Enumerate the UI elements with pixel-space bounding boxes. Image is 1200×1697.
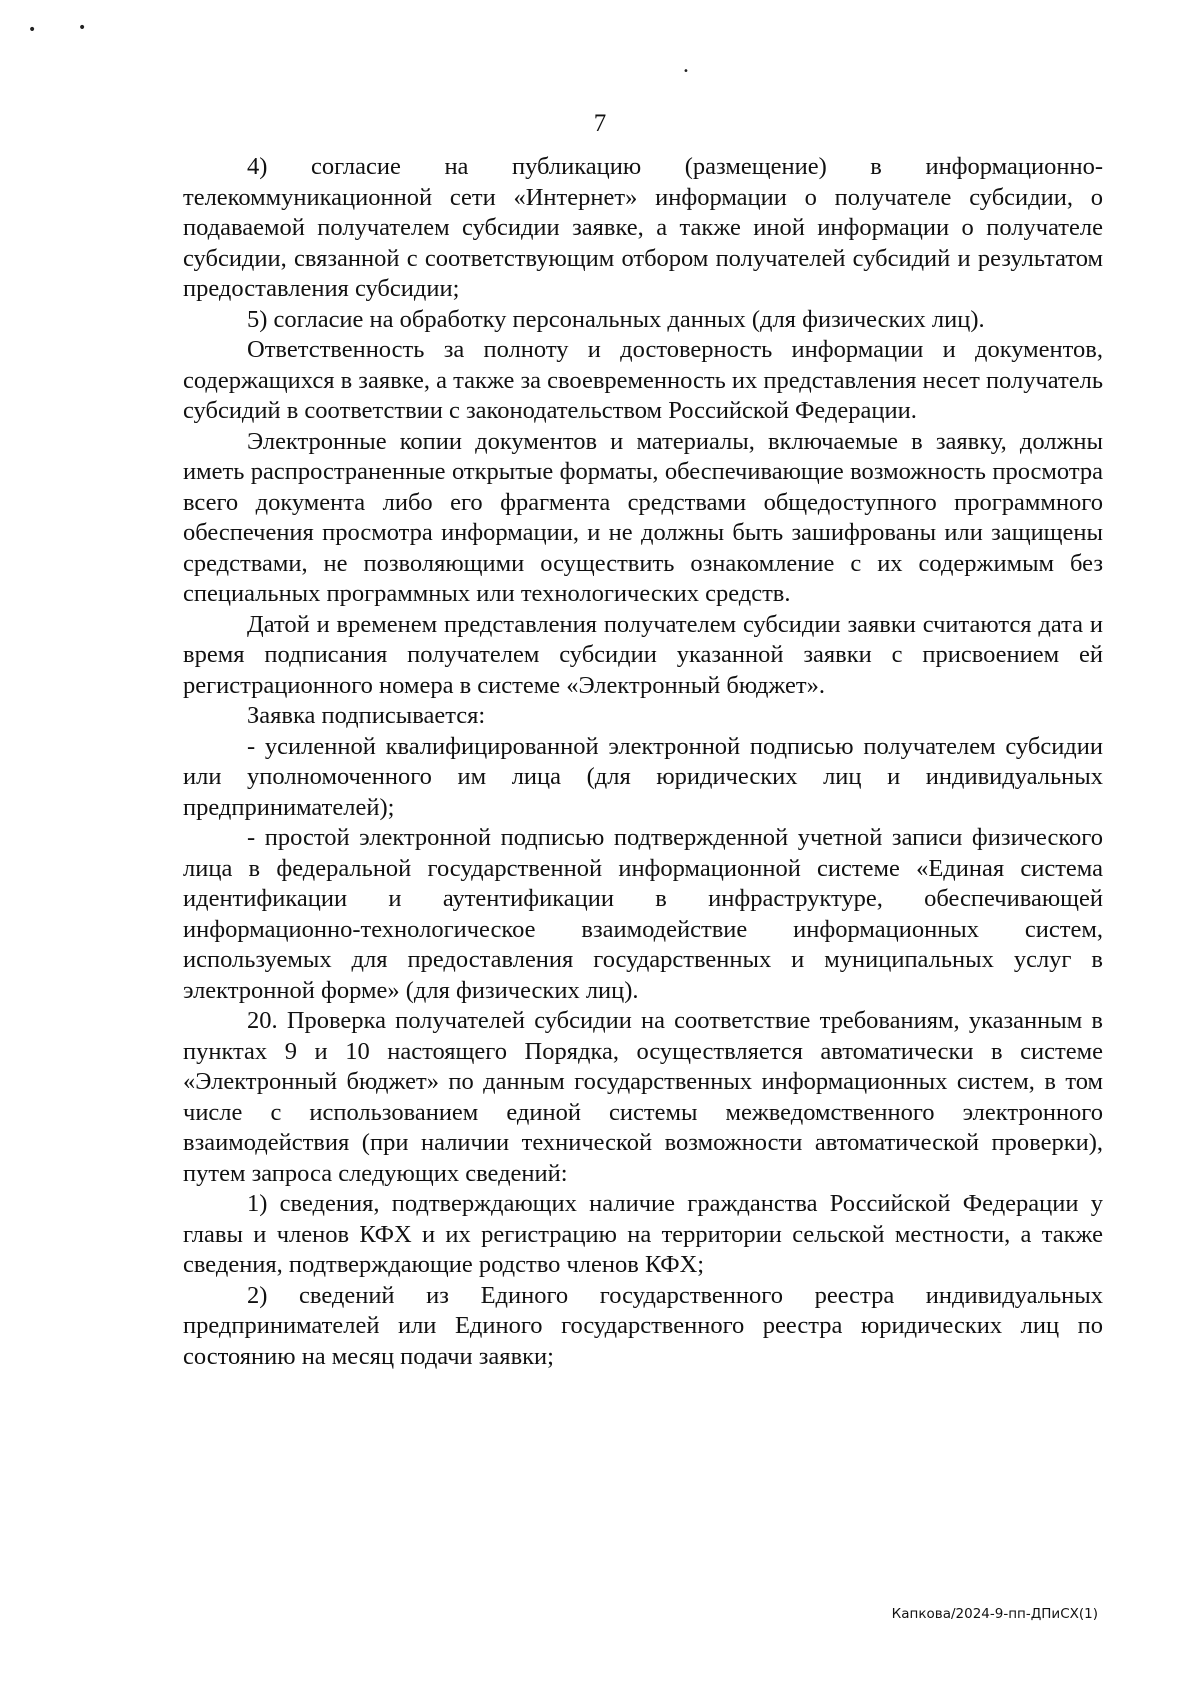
document-code-footer: Капкова/2024-9-пп-ДПиСХ(1) — [891, 1606, 1098, 1622]
paragraph-signed: Заявка подписывается: — [247, 702, 486, 729]
paragraph-simple-signature: - простой электронной подписью подтвержденной учетной записи физического лица в федеральной государственной информационной системе «Единая система идентификации и аутентификации в инфраструктуре, обеспечивающей информационно-технологическое взаимодействие информационных систем, используемых для предоставления государственных и муниципальных услуг в электронной форме» (для физических лиц). — [183, 824, 1103, 1004]
document-body — [183, 152, 1103, 1372]
paragraph-date-time: Датой и временем представления получателем субсидии заявки считаются дата и время подписания получателем субсидии указанной заявки с присвоением ей регистрационного номера в системе «Электронный бюджет». — [183, 610, 1103, 699]
scan-speck: • — [78, 20, 87, 36]
page-number: 7 — [593, 110, 607, 137]
paragraph-section-20: 20. Проверка получателей субсидии на соответствие требованиям, указанным в пунктах 9 и 10 настоящего Порядка, осуществляется автоматически в системе «Электронный бюджет» по данным государственных информационных систем, в том числе с использованием единой системы межведомственного электронного взаимодействия (при наличии технической возможности автоматической проверки), путем запроса следующих сведений: — [183, 1007, 1103, 1187]
paragraph-qualified-signature: - усиленной квалифицированной электронной подписью получателем субсидии или уполномоченного им лица (для юридических лиц и индивидуальных предпринимателей); — [183, 732, 1103, 821]
paragraph-sub-1: 1) сведения, подтверждающих наличие гражданства Российской Федерации у главы и членов КФХ и их регистрацию на территории сельской местности, а также сведения, подтверждающие родство членов КФХ; — [183, 1190, 1103, 1278]
paragraph-item-5: 5) согласие на обработку персональных данных (для физических лиц). — [247, 305, 985, 333]
paragraph-sub-2: 2) сведений из Единого государственного реестра индивидуальных предпринимателей или Единого государственного реестра юридических лиц по состоянию на месяц подачи заявки; — [183, 1281, 1103, 1370]
paragraph-item-4: 4) согласие на публикацию (размещение) в информационно-телекоммуникационной сети «Интернет» информации о получателе субсидии, о подаваемой получателем субсидии заявке, а также иной информации о получателе субсидии, связанной с соответствующим отбором получателей субсидий и результатом предоставления субсидии; — [183, 153, 1103, 302]
paragraph-electronic-copies: Электронные копии документов и материалы, включаемые в заявку, должны иметь распространенные открытые форматы, обеспечивающие возможность просмотра всего документа либо его фрагмента средствами общедоступного программного обеспечения просмотра информации, и не должны быть зашифрованы или защищены средствами, не позволяющими осуществить ознакомление с их содержимым без специальных программных или технологических средств. — [183, 427, 1103, 607]
scan-speck: • — [28, 22, 37, 38]
paragraph-responsibility: Ответственность за полноту и достоверность информации и документов, содержащихся в заявке, а также за своевременность их представления несет получатель субсидий в соответствии с законодательством Российской Федерации. — [183, 336, 1104, 424]
scan-speck: • — [683, 66, 689, 77]
